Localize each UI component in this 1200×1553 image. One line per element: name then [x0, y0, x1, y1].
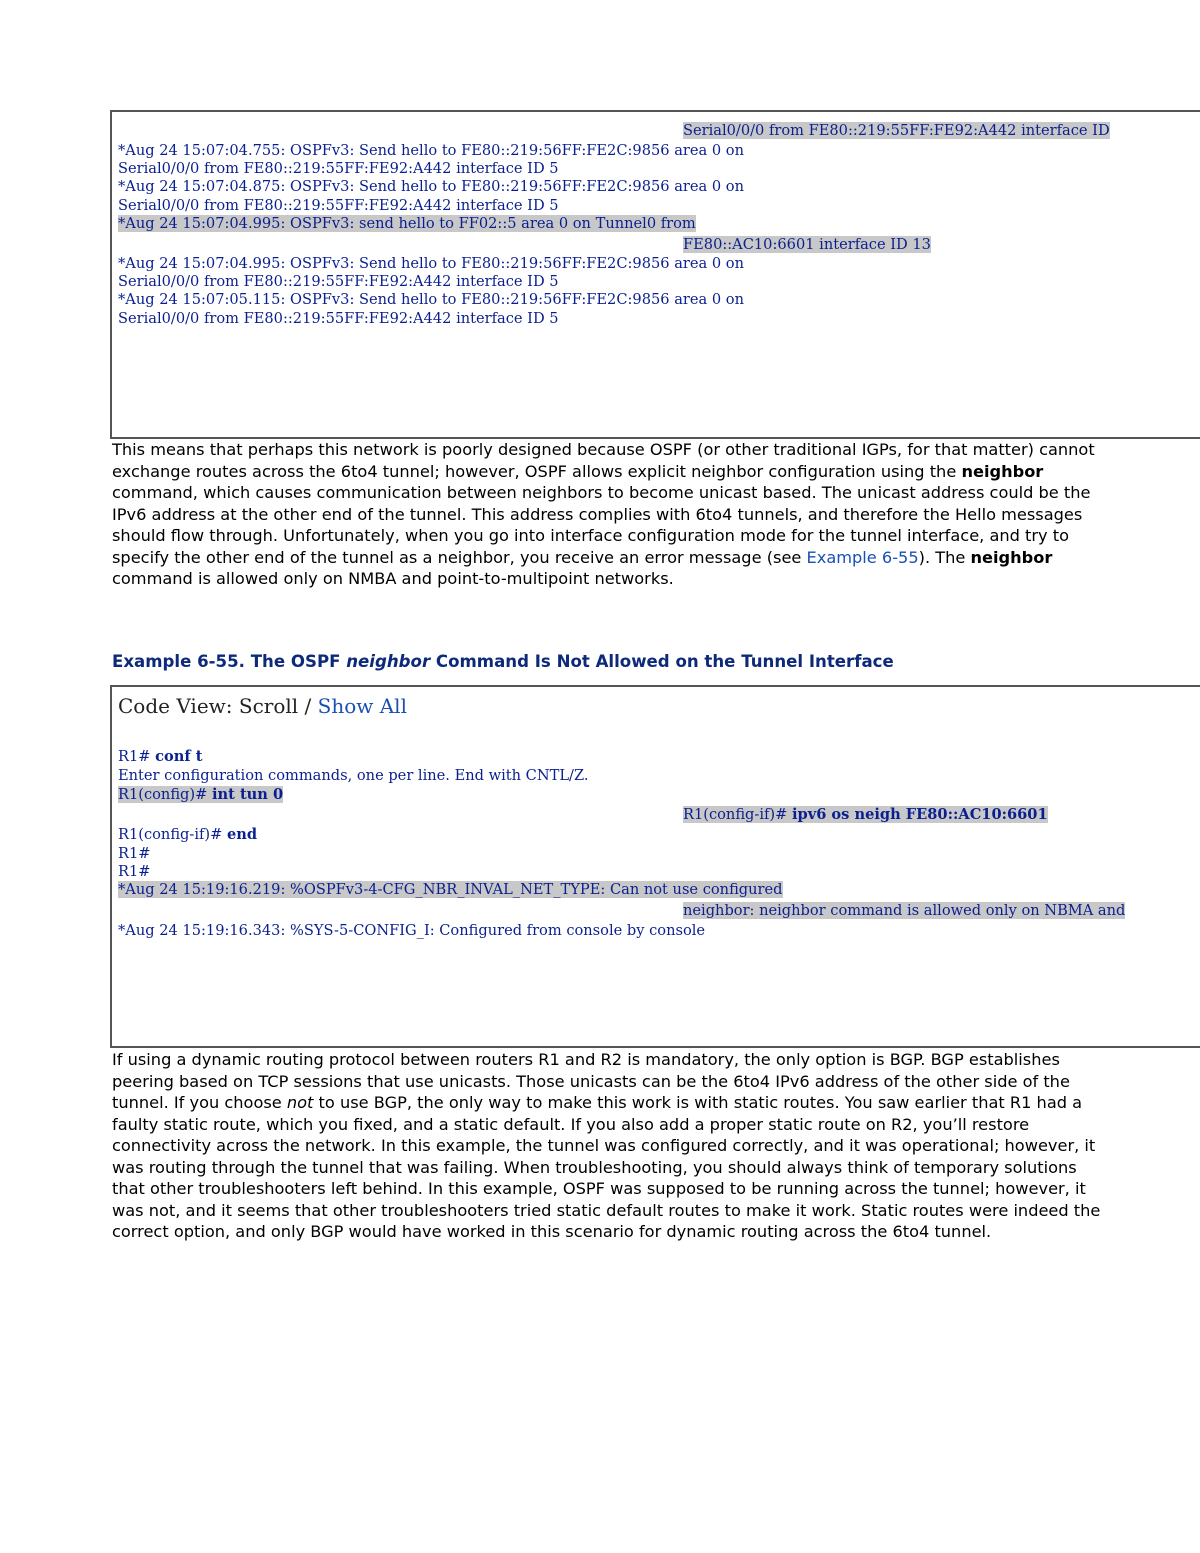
show-all-link[interactable]: Show All: [317, 694, 407, 718]
code-line: R1#: [118, 845, 151, 862]
code-line: *Aug 24 15:19:16.343: %SYS-5-CONFIG_I: Configured from console by console: [118, 922, 706, 939]
code-line: FE80::AC10:6601 interface ID 13: [683, 236, 931, 253]
code-line: neighbor: neighbor command is allowed only on NBMA and: [683, 902, 1126, 919]
code-line: *Aug 24 15:19:16.219: %OSPFv3-4-CFG_NBR_INVAL_NET_TYPE: Can not use configured: [118, 881, 783, 898]
code-line: R1(config)# int tun 0: [118, 786, 284, 803]
example-6-55-link[interactable]: Example 6-55: [806, 547, 919, 567]
code-line: R1(config-if)# ipv6 os neigh FE80::AC10:6601: [683, 806, 1048, 823]
example-heading: Example 6-55. The OSPF neighbor Command Is Not Allowed on the Tunnel Interface: [112, 652, 894, 671]
code-line: *Aug 24 15:07:04.875: OSPFv3: Send hello to FE80::219:56FF:FE2C:9856 area 0 on: [118, 178, 744, 195]
code-line: *Aug 24 15:07:04.995: OSPFv3: Send hello to FE80::219:56FF:FE2C:9856 area 0 on: [118, 255, 744, 272]
code-line: Enter configuration commands, one per line. End with CNTL/Z.: [118, 767, 589, 784]
code-line: *Aug 24 15:07:04.755: OSPFv3: Send hello to FE80::219:56FF:FE2C:9856 area 0 on: [118, 142, 744, 159]
code-view-bar: Code View: Scroll / Show All: [118, 694, 407, 718]
code-line: Serial0/0/0 from FE80::219:55FF:FE92:A442 interface ID 5: [118, 310, 559, 327]
code-line: R1(config-if)# end: [118, 826, 258, 843]
code-block-2: [110, 685, 1200, 1048]
code-line: *Aug 24 15:07:04.995: OSPFv3: send hello to FF02::5 area 0 on Tunnel0 from: [118, 215, 696, 232]
body-paragraph-2: If using a dynamic routing protocol between routers R1 and R2 is mandatory, the only option is BGP. BGP establishes peering based on TCP sessions that use unicasts. Those unicasts can be the 6to4 IPv6 address of the other side of the tunnel. If you choose not to use BGP, the only way to make this work is with static routes. You saw earlier that R1 had a faulty static route, which you fixed, and a static default. If you also add a proper static route on R2, you’ll restore connectivity across the network. In this example, the tunnel was configured correctly, and it was operational; however, it was routing through the tunnel that was failing. When troubleshooting, you should always think of temporary solutions that other troubleshooters left behind. In this example, OSPF was supposed to be running across the tunnel; however, it was not, and it seems that other troubleshooters tried static default routes to make it work. Static routes were indeed the correct option, and only BGP would have worked in this scenario for dynamic routing across the 6to4 tunnel.: [112, 1050, 1101, 1241]
body-paragraph-1: This means that perhaps this network is poorly designed because OSPF (or other traditional IGPs, for that matter) cannot exchange routes across the 6to4 tunnel; however, OSPF allows explicit neighbor configuration using the neighbor command, which causes communication between neighbors to become unicast based. The unicast address could be the IPv6 address at the other end of the tunnel. This address complies with 6to4 tunnels, and therefore the Hello messages should flow through. Unfortunately, when you go into interface configuration mode for the tunnel interface, and try to specify the other end of the tunnel as a neighbor, you receive an error message (see Example 6-55). The neighbor command is allowed only on NMBA and point-to-multipoint networks.: [112, 440, 1095, 588]
code-line: Serial0/0/0 from FE80::219:55FF:FE92:A442 interface ID 5: [118, 273, 559, 290]
code-line: Serial0/0/0 from FE80::219:55FF:FE92:A442 interface ID 5: [118, 197, 559, 214]
code-line: *Aug 24 15:07:05.115: OSPFv3: Send hello to FE80::219:56FF:FE2C:9856 area 0 on: [118, 291, 744, 308]
code-line: Serial0/0/0 from FE80::219:55FF:FE92:A442 interface ID: [683, 122, 1110, 139]
code-line: R1#: [118, 863, 151, 880]
code-line: Serial0/0/0 from FE80::219:55FF:FE92:A442 interface ID 5: [118, 160, 559, 177]
code-line: R1# conf t: [118, 748, 203, 765]
